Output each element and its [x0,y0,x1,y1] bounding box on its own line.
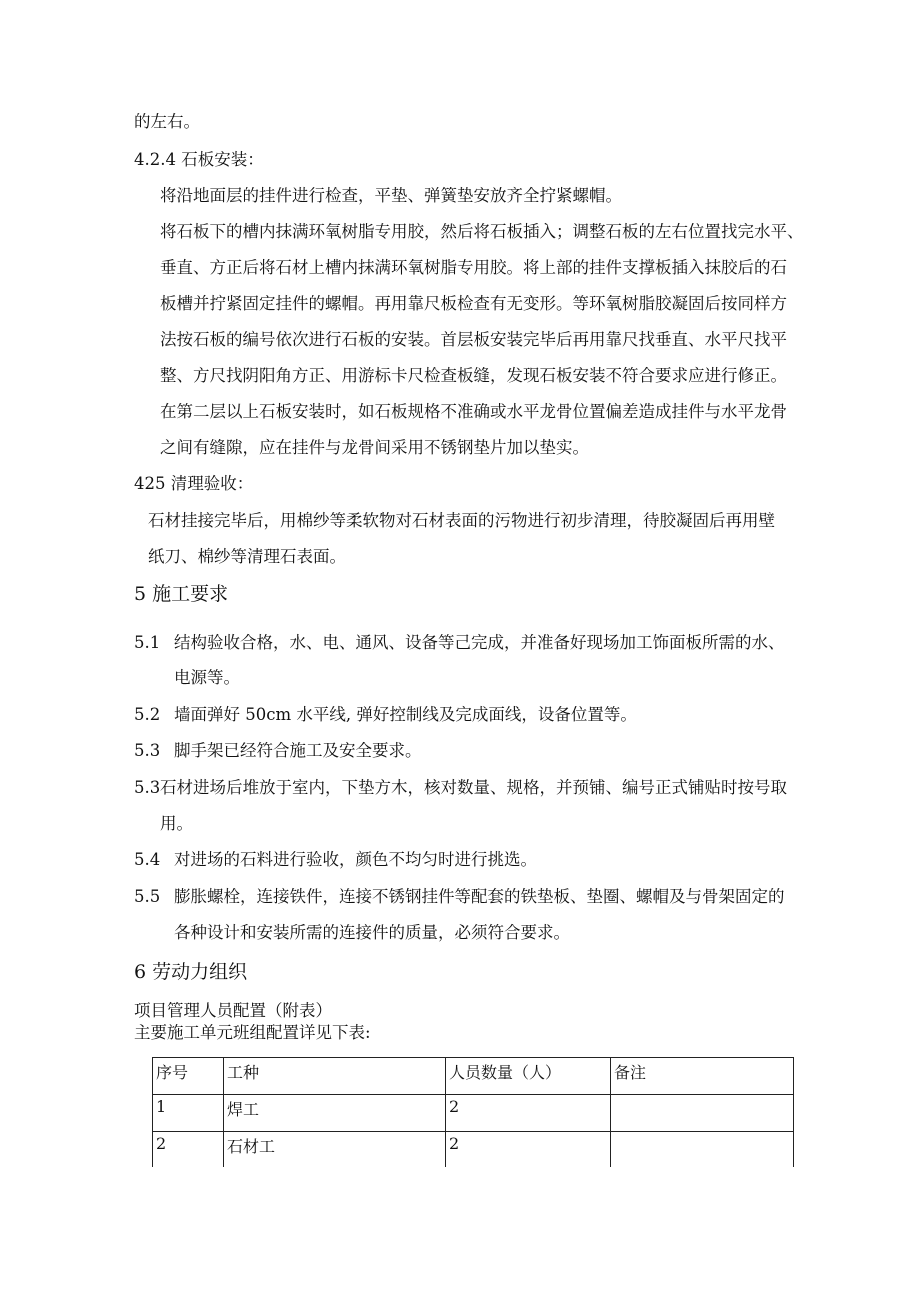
section-4-2-4-heading: 4.2.4 石板安装： [134,150,264,169]
list-item-text: 各种设计和安装所需的连接件的质量，必须符合要求。 [174,923,570,942]
section-5-heading: 5 施工要求 [134,583,229,605]
list-item-text: 墙面弹好 50cm 水平线, 弹好控制线及完成面线，设备位置等。 [174,705,637,724]
list-item-text: 脚手架已经符合施工及安全要求。 [174,741,422,760]
list-item-number: 5.2 [134,705,161,724]
list-item-text: 石材进场后堆放于室内，下垫方木，核对数量、规格，并预铺、编号正式铺贴时按号取 [160,778,787,797]
table-cell: 焊工 [224,1095,446,1132]
list-item-text: 膨胀螺栓，连接铁件，连接不锈钢挂件等配套的铁垫板、垫圈、螺帽及与骨架固定的 [174,887,785,906]
table-cell: 2 [446,1132,611,1168]
staffing-table [152,1057,794,1167]
table-cell: 1 [153,1095,224,1132]
table-cell: 石材工 [224,1132,446,1168]
table-header-cell: 序号 [153,1058,224,1095]
paragraph-line: 之间有缝隙，应在挂件与龙骨间采用不锈钢垫片加以垫实。 [160,438,589,457]
table-cell: 2 [446,1095,611,1132]
list-item-text: 电源等。 [174,668,240,687]
continuation-text: 的左右。 [134,112,200,131]
staff-config-note: 项目管理人员配置（附表） [134,1001,332,1020]
table-header-row [153,1058,794,1095]
list-item-number: 5.1 [134,633,161,652]
section-6-heading: 6 劳动力组织 [134,961,248,983]
paragraph-line: 法按石板的编号依次进行石板的安装。首层板安装完毕后再用靠尺找垂直、水平尺找平 [160,330,787,349]
table-row [153,1132,794,1168]
table-intro: 主要施工单元班组配置详见下表: [134,1023,371,1042]
table-cell: 2 [153,1132,224,1168]
table-header-cell: 备注 [611,1058,794,1095]
paragraph-line: 石材挂接完毕后，用棉纱等柔软物对石材表面的污物进行初步清理，待胶凝固后再用壁 [148,511,775,530]
list-item-number: 5.3 [134,741,161,760]
list-item-text: 用。 [160,814,193,833]
list-item-number: 5.3 [134,778,161,797]
paragraph-line: 将石板下的槽内抹满环氧树脂专用胶，然后将石板插入；调整石板的左右位置找完水平、 [160,222,804,241]
table-header-cell: 人员数量（人） [446,1058,611,1095]
list-item-text: 对进场的石料进行验收，颜色不均匀时进行挑选。 [174,850,537,869]
paragraph-line: 垂直、方正后将石材上槽内抹满环氧树脂专用胶。将上部的挂件支撑板插入抹胶后的石 [160,258,787,277]
table-cell [611,1132,794,1168]
list-item-text: 结构验收合格，水、电、通风、设备等己完成，并准备好现场加工饰面板所需的水、 [174,633,785,652]
paragraph-line: 将沿地面层的挂件进行检查，平垫、弹簧垫安放齐全拧紧螺帽。 [160,186,622,205]
table-header-cell: 工种 [224,1058,446,1095]
paragraph-line: 整、方尺找阴阳角方正、用游标卡尺检查板缝，发现石板安装不符合要求应进行修正。 [160,366,787,385]
list-item-number: 5.5 [134,887,161,906]
paragraph-line: 板槽并拧紧固定挂件的螺帽。再用靠尺板检查有无变形。等环氧树脂胶凝固后按同样方 [160,294,787,313]
table-cell [611,1095,794,1132]
paragraph-line: 在第二层以上石板安装时，如石板规格不准确或水平龙骨位置偏差造成挂件与水平龙骨 [160,402,787,421]
list-item-number: 5.4 [134,850,161,869]
table-row [153,1095,794,1132]
paragraph-line: 纸刀、棉纱等清理石表面。 [148,547,346,566]
section-4-2-5-heading: 425 清理验收： [134,474,254,493]
